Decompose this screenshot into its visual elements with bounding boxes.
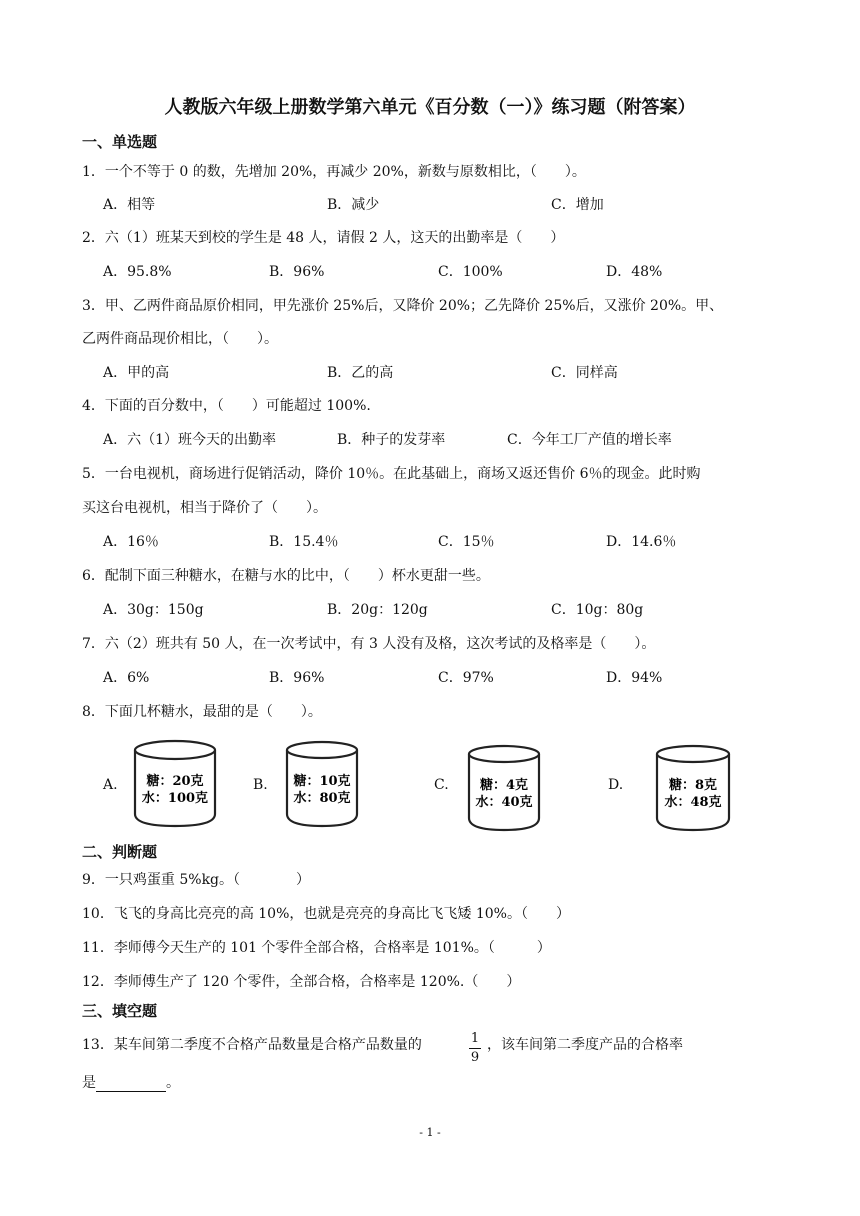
question-stem-continued: 买这台电视机，相当于降价了（ ）。 (82, 500, 327, 516)
sentence-end: 。 (166, 1075, 180, 1091)
cup-c-illustration (464, 742, 544, 834)
option-a: A．6% (103, 670, 150, 686)
cup-water-label: 水：48克 (664, 795, 722, 810)
option-d: D．48% (606, 264, 663, 280)
option-a: A．六（1）班今天的出勤率 (103, 432, 277, 448)
option-a: A．甲的高 (103, 365, 170, 381)
option-b: B．96% (269, 264, 325, 280)
option-a: A．16％ (103, 534, 159, 550)
option-c: C．同样高 (551, 365, 618, 381)
cup-sugar-label: 糖：20克 (146, 774, 204, 789)
cup-sugar-label: 糖：8克 (668, 778, 718, 793)
answer-line (82, 1074, 180, 1092)
option-b: B．96% (269, 670, 325, 686)
option-b: B．15.4％ (269, 534, 339, 550)
option-d: D．14.6％ (606, 534, 677, 550)
option-c: C．今年工厂产值的增长率 (507, 432, 672, 448)
option-c: C. (434, 777, 449, 793)
option-c: C．100% (438, 264, 503, 280)
option-d: D. (608, 777, 624, 793)
question-stem: 13．某车间第二季度不合格产品数量是合格产品数量的 (82, 1037, 422, 1053)
fraction-bar (469, 1048, 481, 1049)
option-a: A．30g：150g (103, 602, 204, 618)
option-a: A．相等 (103, 197, 156, 213)
section-heading: 二、判断题 (82, 843, 158, 861)
cup-water-label: 水：80克 (293, 791, 351, 806)
question-stem: 7．六（2）班共有 50 人，在一次考试中，有 3 人没有及格，这次考试的及格率是（ ）。 (82, 636, 656, 652)
option-b: B．减少 (327, 197, 380, 213)
question-stem: 9．一只鸡蛋重 5%kg。（ ） (82, 872, 311, 888)
question-stem: 10．飞飞的身高比亮亮的高 10%，也就是亮亮的身高比飞飞矮 10%。（ ） (82, 906, 570, 922)
page-title: 人教版六年级上册数学第六单元《百分数（一）》练习题（附答案） (164, 97, 696, 118)
question-stem: 11．李师傅今天生产的 101 个零件全部合格，合格率是 101%。（ ） (82, 940, 551, 956)
cup-b-illustration (282, 738, 362, 830)
section-heading: 一、单选题 (82, 133, 158, 151)
question-stem: 3．甲、乙两件商品原价相同，甲先涨价 25%后，又降价 20%；乙先降价 25%后，又涨价 20%。甲、 (82, 298, 724, 314)
fraction-denominator: 9 (470, 1050, 480, 1065)
section-heading: 三、填空题 (82, 1002, 158, 1020)
answer-blank[interactable] (96, 1077, 166, 1092)
question-stem: 5．一台电视机，商场进行促销活动，降价 10％。在此基础上，商场又返还售价 6％的现金。此时购 (82, 466, 701, 482)
question-stem: 8．下面几杯糖水，最甜的是（ ）。 (82, 704, 322, 720)
question-stem: 6．配制下面三种糖水，在糖与水的比中，（ ）杯水更甜一些。 (82, 568, 490, 584)
cup-water-label: 水：100克 (141, 791, 209, 806)
question-stem: 2．六（1）班某天到校的学生是 48 人，请假 2 人，这天的出勤率是（ ） (82, 230, 565, 246)
option-a: A. (103, 777, 118, 793)
cup-a-illustration (130, 738, 220, 830)
cup-water-label: 水：40克 (475, 795, 533, 810)
option-b: B．种子的发芽率 (337, 432, 446, 448)
option-c: C．97% (438, 670, 494, 686)
option-b: B. (253, 777, 268, 793)
question-stem-continued: 是 (82, 1075, 96, 1091)
fraction-numerator: 1 (470, 1031, 480, 1046)
option-b: B．乙的高 (327, 365, 394, 381)
option-c: C．增加 (551, 197, 604, 213)
question-stem-continued: 乙两件商品现价相比，（ ）。 (82, 331, 278, 347)
option-a: A．95.8% (103, 264, 172, 280)
option-c: C．15％ (438, 534, 495, 550)
question-stem: 4．下面的百分数中，（ ）可能超过 100%. (82, 398, 371, 414)
option-c: C．10g：80g (551, 602, 644, 618)
option-d: D．94% (606, 670, 663, 686)
question-stem: 12．李师傅生产了 120 个零件，全部合格，合格率是 120%.（ ） (82, 974, 521, 990)
fraction (469, 1032, 481, 1065)
question-stem: 1．一个不等于 0 的数，先增加 20%，再减少 20%，新数与原数相比，（ ）。 (82, 164, 586, 180)
cup-d-illustration (652, 742, 734, 834)
cup-sugar-label: 糖：4克 (479, 778, 529, 793)
question-stem-continued: ，该车间第二季度产品的合格率 (487, 1037, 683, 1053)
cup-sugar-label: 糖：10克 (293, 774, 351, 789)
page-number: - 1 - (419, 1126, 441, 1139)
option-b: B．20g：120g (327, 602, 428, 618)
